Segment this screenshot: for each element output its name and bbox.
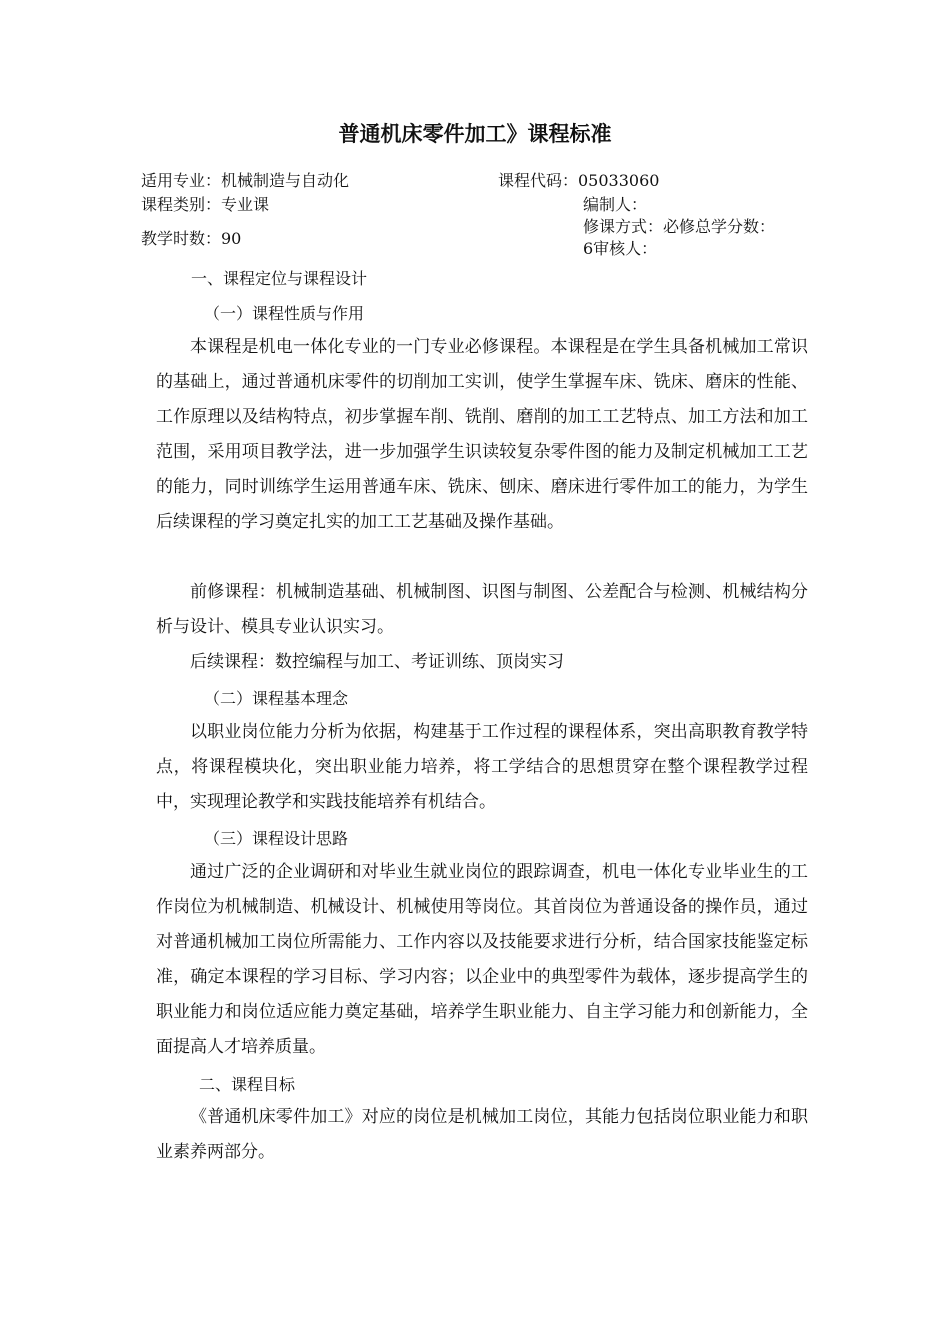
meta-course-code: 课程代码：05033060: [498, 171, 660, 190]
paragraph-followup-courses: 后续课程：数控编程与加工、考证训练、顶岗实习: [190, 652, 564, 672]
meta-course-type: 课程类别：专业课: [141, 195, 270, 214]
section-2-heading: 二、课程目标: [199, 1075, 296, 1094]
paragraph-course-nature: 本课程是机电一体化专业的一门专业必修课程。本课程是在学生具备机械加工常识的基础上，通过普通机床零件的切削加工实训，使学生掌握车床、铣床、磨床的性能、工作原理以及结构特点，初步掌握车削、铣削、磨削的加工工艺特点、加工方法和加工范围，采用项目教学法，进一步加强学生识读较复杂零件图的能力及制定机械加工工艺的能力，同时训练学生运用普通车床、铣床、刨床、磨床进行零件加工的能力，为学生后续课程的学习奠定扎实的加工工艺基础及操作基础。: [156, 337, 808, 532]
paragraph-prerequisites: 前修课程：机械制造基础、机械制图、识图与制图、公差配合与检测、机械结构分析与设计、模具专业认识实习。: [156, 582, 808, 637]
paragraph-course-objectives: 《普通机床零件加工》对应的岗位是机械加工岗位，其能力包括岗位职业能力和职业素养两部分。: [156, 1107, 808, 1162]
meta-mode-credits: 修课方式：必修总学分数：: [583, 217, 776, 236]
section-1-heading: 一、课程定位与课程设计: [191, 269, 368, 288]
paragraph-design-rationale: 通过广泛的企业调研和对毕业生就业岗位的跟踪调查，机电一体化专业毕业生的工作岗位为机械制造、机械设计、机械使用等岗位。其首岗位为普通设备的操作员，通过对普通机械加工岗位所需能力、工作内容以及技能要求进行分析，结合国家技能鉴定标准，确定本课程的学习目标、学习内容；以企业中的典型零件为载体，逐步提高学生的职业能力和岗位适应能力奠定基础，培养学生职业能力、自主学习能力和创新能力，全面提高人才培养质量。: [156, 862, 808, 1057]
paragraph-basic-concept: 以职业岗位能力分析为依据，构建基于工作过程的课程体系，突出高职教育教学特点，将课程模块化，突出职业能力培养，将工学结合的思想贯穿在整个课程教学过程中，实现理论教学和实践技能培养有机结合。: [156, 722, 808, 812]
meta-major: 适用专业：机械制造与自动化: [141, 171, 350, 190]
meta-editor: 编制人：: [583, 195, 648, 214]
section-1-2-heading: （二）课程基本理念: [204, 689, 349, 708]
section-1-3-heading: （三）课程设计思路: [204, 829, 349, 848]
meta-hours: 教学时数：90: [141, 229, 242, 248]
meta-credits-reviewer: 6审核人：: [583, 239, 658, 258]
section-1-1-heading: （一）课程性质与作用: [204, 304, 365, 323]
document-title: 普通机床零件加工》课程标准: [338, 122, 612, 146]
